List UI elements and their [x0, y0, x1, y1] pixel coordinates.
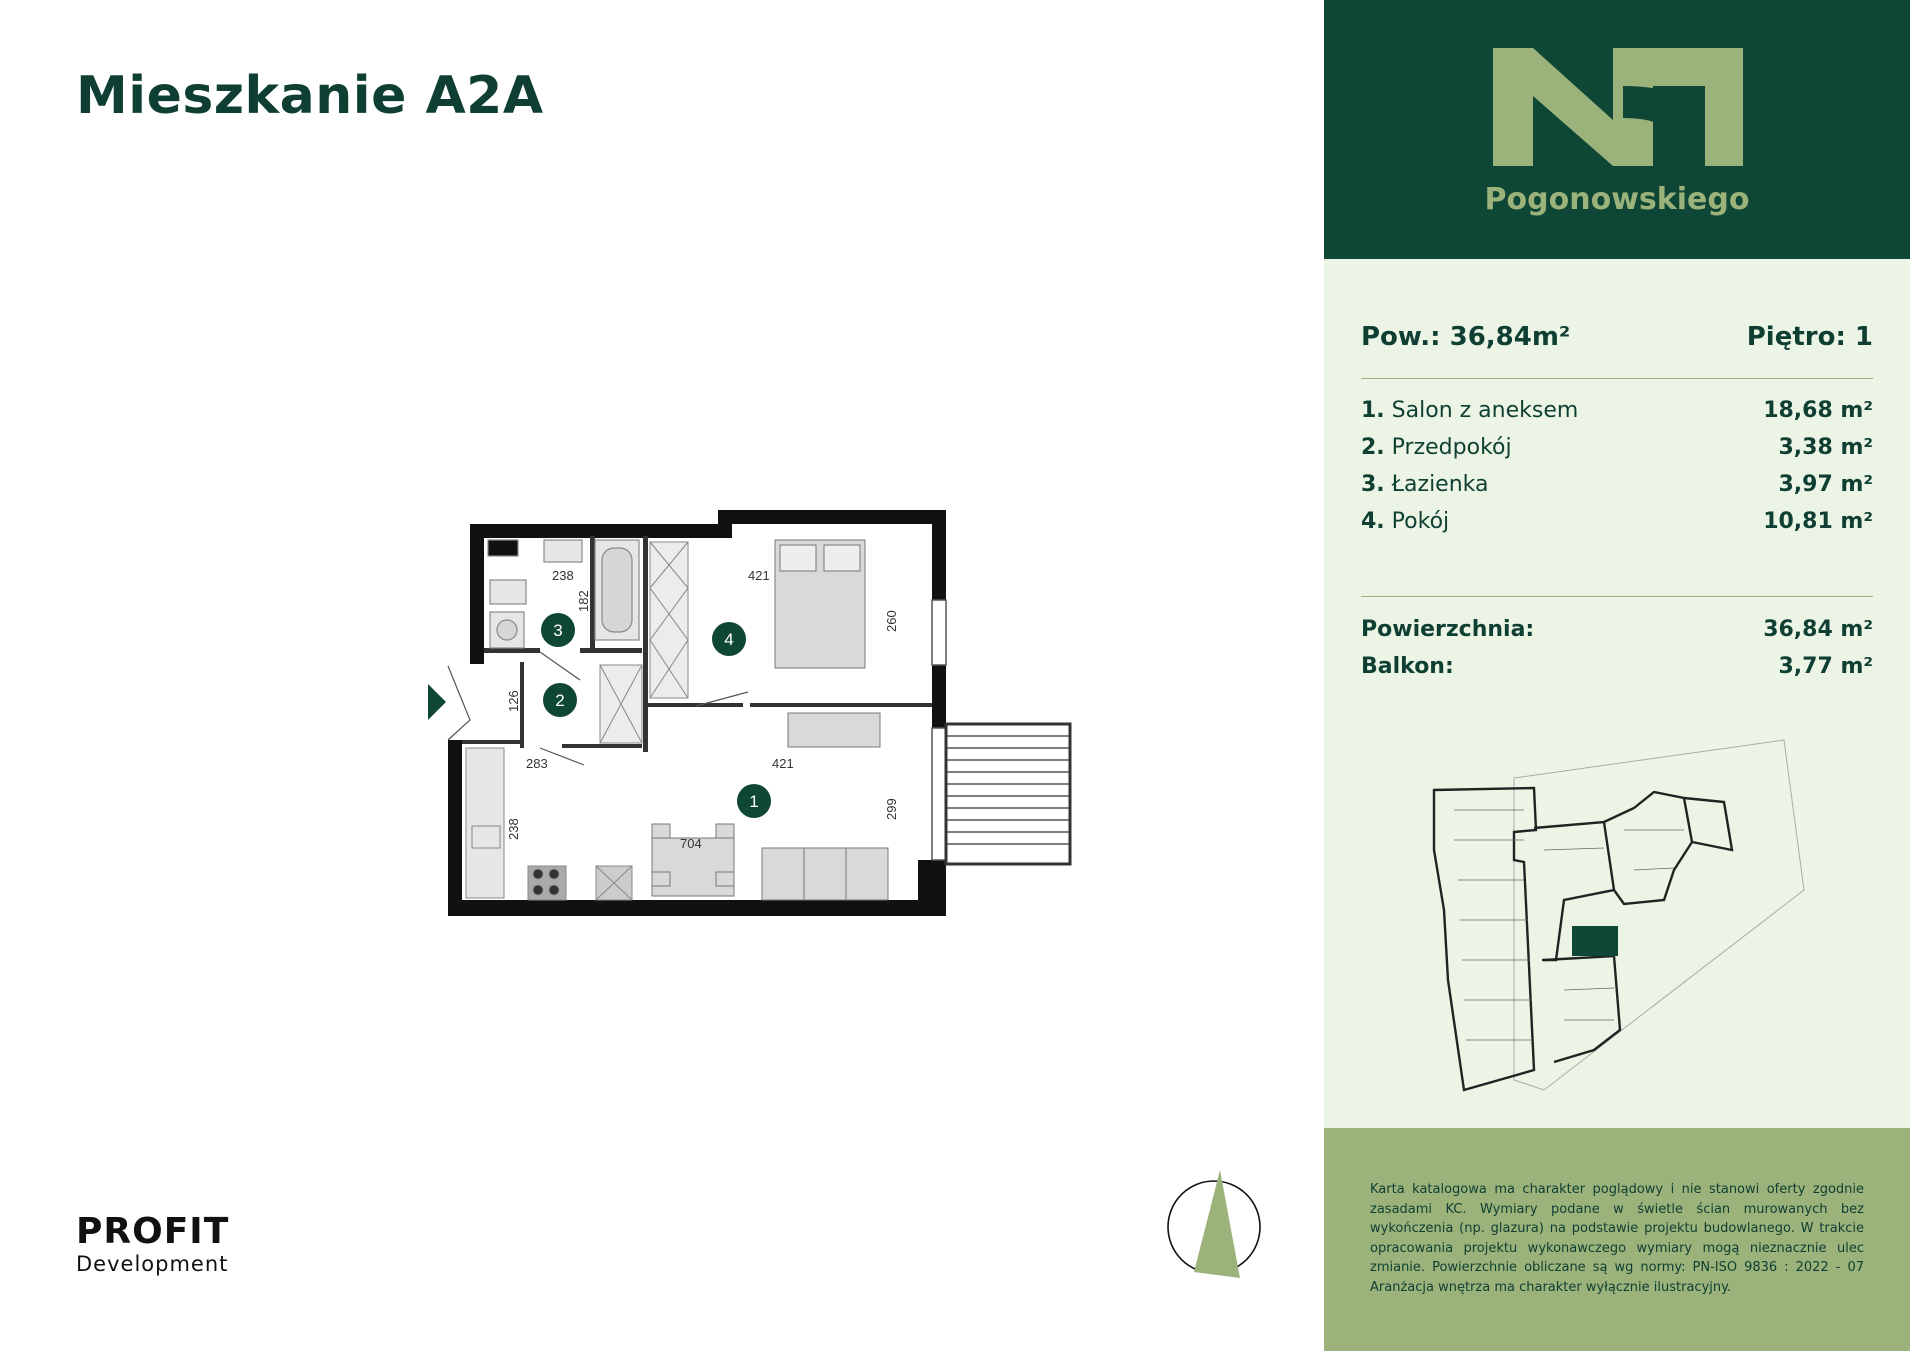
room-area: 10,81 m² — [1763, 509, 1873, 534]
room-name: Pokój — [1391, 509, 1450, 534]
brand-name: Pogonowskiego — [1484, 182, 1750, 217]
room-number: 2. — [1361, 435, 1385, 460]
room-marker-label: 2 — [555, 691, 565, 710]
apartment-highlight — [1572, 926, 1618, 956]
room-name: Przedpokój — [1391, 435, 1512, 460]
list-item — [1361, 398, 1873, 435]
page-title: Mieszkanie A2A — [76, 66, 544, 126]
room-number: 4. — [1361, 509, 1385, 534]
total-area: 36,84 m² — [1763, 617, 1873, 642]
dim-label: 704 — [680, 836, 702, 851]
dim-label: 299 — [884, 798, 899, 820]
totals-list — [1361, 617, 1873, 691]
divider — [1361, 378, 1873, 379]
dim-label: 182 — [576, 590, 591, 612]
room-list — [1361, 398, 1873, 546]
info-panel — [1324, 0, 1910, 1351]
developer-logo — [76, 1212, 229, 1276]
dim-label: 421 — [748, 568, 770, 583]
floor-plan — [0, 0, 1100, 940]
kitchen — [466, 748, 632, 900]
room-marker-label: 4 — [724, 630, 734, 649]
room-marker-label: 3 — [553, 621, 563, 640]
dim-label: 238 — [552, 568, 574, 583]
list-item — [1361, 654, 1873, 691]
summary-area: Pow.: 36,84m² — [1361, 322, 1571, 352]
dim-label: 283 — [526, 756, 548, 771]
room-name: Łazienka — [1391, 472, 1489, 497]
balcony — [946, 724, 1070, 864]
brand-logo-icon — [1493, 48, 1743, 166]
room-name: Salon z aneksem — [1391, 398, 1579, 423]
compass-icon — [1160, 1168, 1270, 1288]
list-item — [1361, 472, 1873, 509]
room-area: 18,68 m² — [1763, 398, 1873, 423]
summary-row — [1361, 322, 1873, 352]
dim-label: 421 — [772, 756, 794, 771]
disclaimer-text: Karta katalogowa ma charakter poglądowy i nie stanowi oferty zgodnie zasadami KC. Wymiary podane w świetle ścian murowanych bez wykończenia (np. glazura) na podstawie projektu budowlanego. W trakcie opracowania projektu wykonawczego wymiary mogą nieznacznie ulec zmianie. Powierzchnie obliczane są wg normy: PN-ISO 9836 : 2022 - 07 Aranżacja wnętrza ma charakter wyłącznie ilustracyjny. — [1370, 1182, 1864, 1295]
room-marker-label: 1 — [749, 792, 759, 811]
room-number: 3. — [1361, 472, 1385, 497]
dim-label: 126 — [506, 690, 521, 712]
list-item — [1361, 509, 1873, 546]
list-item — [1361, 435, 1873, 472]
total-label: Balkon: — [1361, 654, 1454, 679]
divider — [1361, 596, 1873, 597]
room-number: 1. — [1361, 398, 1385, 423]
windows — [932, 600, 946, 860]
list-item — [1361, 617, 1873, 654]
room-area: 3,38 m² — [1778, 435, 1873, 460]
entrance-arrow — [428, 684, 446, 720]
disclaimer-box — [1324, 1128, 1910, 1351]
total-label: Powierzchnia: — [1361, 617, 1535, 642]
total-area: 3,77 m² — [1778, 654, 1873, 679]
room-area: 3,97 m² — [1778, 472, 1873, 497]
developer-name: PROFIT — [76, 1211, 230, 1252]
site-plan — [1424, 730, 1844, 1100]
summary-floor: Piętro: 1 — [1746, 322, 1873, 352]
dim-label: 238 — [506, 818, 521, 840]
brand-header — [1324, 0, 1910, 259]
bed — [775, 540, 865, 668]
dim-label: 260 — [884, 610, 899, 632]
developer-subtitle: Development — [76, 1252, 229, 1276]
